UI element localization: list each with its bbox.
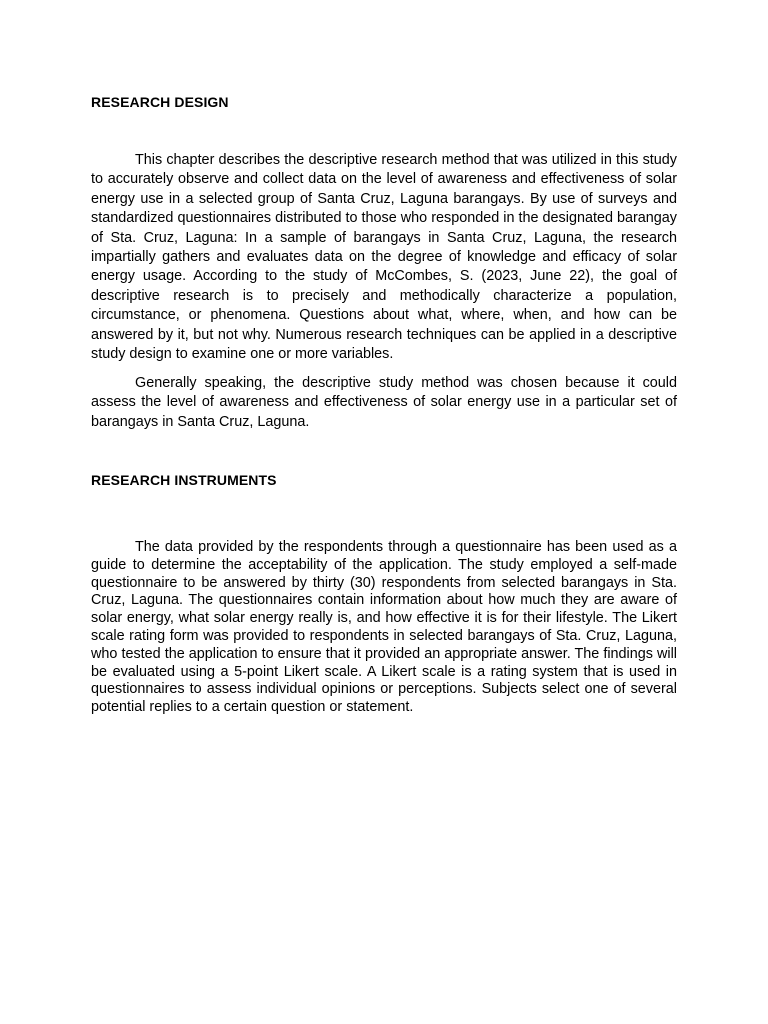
section-heading-research-instruments: RESEARCH INSTRUMENTS — [91, 472, 277, 488]
research-design-paragraph-2: Generally speaking, the descriptive study method was chosen because it could assess the level of awareness and effectiveness of solar energy use in a particular set of barangays in Santa Cruz, Laguna. — [91, 375, 677, 430]
research-design-paragraph-1: This chapter describes the descriptive research method that was utilized in this study to accurately observe and collect data on the level of awareness and effectiveness of solar energy use in a selected group of Santa Cruz, Laguna barangays. By use of surveys and standardized questionnaires distributed to those who responded in the designated barangay of Sta. Cruz, Laguna: In a sample of barangays in Santa Cruz, Laguna, the research impartially gathers and evaluates data on the degree of knowledge and efficacy of solar energy usage. According to the study of McCombes, S. (2023, June 22), the goal of descriptive research is to precisely and methodically characterize a population, circumstance, or phenomena. Questions about what, where, when, and how can be answered by it, but not why. Numerous research techniques can be applied in a descriptive study design to examine one or more variables. — [91, 152, 677, 363]
research-instruments-paragraph-1: The data provided by the respondents through a questionnaire has been used as a guide to determine the acceptability of the application. The study employed a self-made questionnaire to be answered by thirty (30) respondents from selected barangays in Sta. Cruz, Laguna. The questionnaires contain information about how much they are aware of solar energy, what solar energy really is, and how effective it is for their lifestyle. The Likert scale rating form was provided to respondents in selected barangays of Sta. Cruz, Laguna, who tested the application to ensure that it provided an appropriate answer. The findings will be evaluated using a 5-point Likert scale. A Likert scale is a rating system that is used in questionnaires to assess individual opinions or perceptions. Subjects select one of several potential replies to a certain question or statement. — [91, 539, 677, 716]
section-heading-research-design: RESEARCH DESIGN — [91, 94, 229, 110]
